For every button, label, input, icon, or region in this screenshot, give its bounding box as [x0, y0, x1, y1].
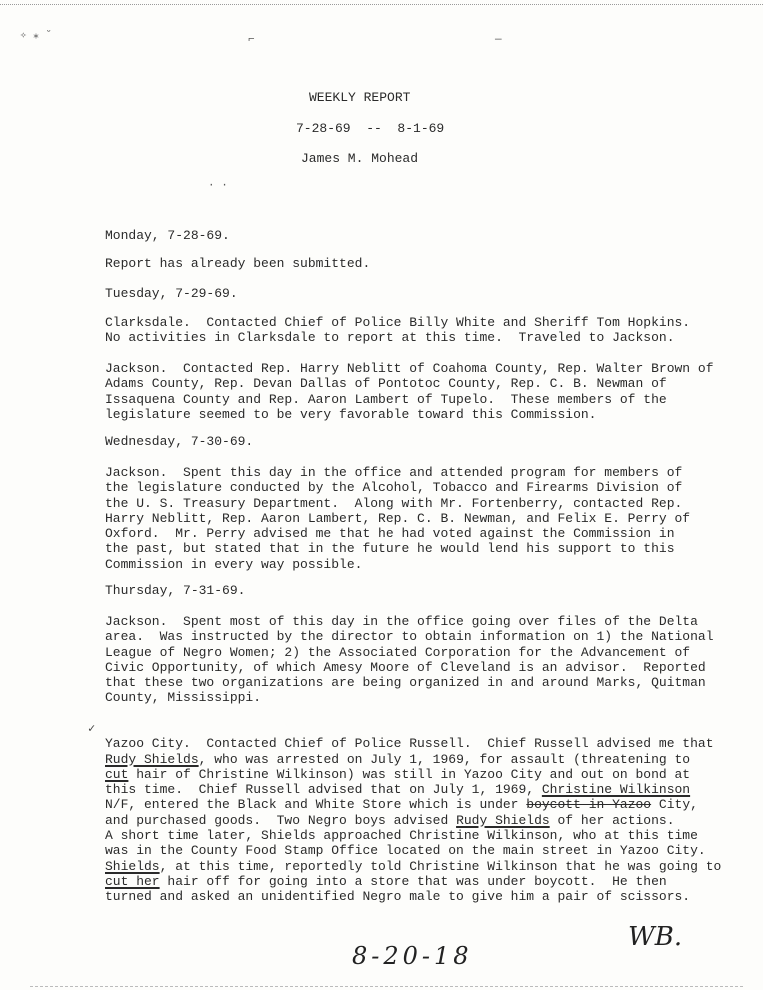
scan-speck: — [495, 34, 502, 46]
underlined-name: Rudy Shields [456, 812, 550, 828]
yazoo-line: N/F, entered the Black and White Store which is under [105, 797, 527, 813]
thursday-paragraph-jackson: Jackson. Spent most of this day in the office going over files of the Delta area. Was instructed by the director to obtain information on 1) the National League of Negro Women; 2) the Associated Corporation for the Advancement of Civic Opportunity, of which Amesy Moore of Cleveland is an advisor. Reported that these two organizations are being organized in and around Marks, Quitman County, Mississippi. [105, 614, 714, 706]
thursday-paragraph-yazoo [105, 721, 722, 905]
underlined-word: cut [105, 766, 129, 782]
yazoo-line: , at this time, reportedly told Christine Wilkinson that he was going to [159, 858, 722, 874]
wednesday-paragraph: Jackson. Spent this day in the office and attended program for members of the legislature conducted by the Alcohol, Tobacco and Firearms Division of the U. S. Treasury Department. Along with Mr. Fortenberry, contacted Rep. Harry Neblitt, Rep. Aaron Lambert, Rep. C. B. Newman, and Felix E. Perry of Oxford. Mr. Perry advised me that he had voted against the Commission in the past, but stated that in the future he would lend his support to this Commission in every way possible. [105, 465, 691, 572]
bottom-edge-rule [30, 986, 743, 987]
day-heading-tuesday: Tuesday, 7-29-69. [105, 286, 238, 301]
report-title: WEEKLY REPORT [309, 90, 411, 105]
struck-text: boycott in Yazoo [526, 797, 652, 813]
day-heading-thursday: Thursday, 7-31-69. [105, 583, 246, 598]
day-heading-wednesday: Wednesday, 7-30-69. [105, 434, 254, 449]
yazoo-line: was in the County Food Stamp Office located on the main street in Yazoo City. [105, 843, 706, 859]
underlined-word: cut her [105, 873, 160, 889]
yazoo-line: turned and asked an unidentified Negro male to give him a pair of scissors. [105, 889, 691, 905]
handwritten-date: 8-20-18 [352, 942, 473, 970]
yazoo-line: A short time later, Shields approached Christine Wilkinson, who at this time [105, 828, 698, 844]
yazoo-line: hair of Christine Wilkinson) was still in Yazoo City and out on bond at [128, 766, 691, 782]
yazoo-line: hair off for going into a store that was under boycott. He then [159, 873, 667, 889]
underlined-name: Rudy Shields [105, 751, 199, 767]
yazoo-line: , who was arrested on July 1, 1969, for assault (threatening to [198, 751, 691, 767]
yazoo-line: City, [651, 797, 698, 813]
tuesday-paragraph-clarksdale: Clarksdale. Contacted Chief of Police Billy White and Sheriff Tom Hopkins. No activities in Clarksdale to report at this time. Traveled to Jackson. [105, 315, 691, 346]
scan-speck: ✧ ⁎ ˘ [20, 30, 52, 42]
monday-text: Report has already been submitted. [105, 256, 371, 271]
underlined-name: Shields [105, 858, 160, 874]
top-edge-rule [0, 0, 763, 5]
yazoo-line: this time. Chief Russell advised that on July 1, 1969, [105, 782, 542, 798]
underlined-name: Christine Wilkinson [541, 782, 691, 798]
scan-speck: · · [208, 180, 228, 192]
yazoo-line: of her actions. [549, 812, 675, 828]
yazoo-line: and purchased goods. Two Negro boys advised [105, 812, 457, 828]
day-heading-monday: Monday, 7-28-69. [105, 228, 230, 243]
handwritten-initials: WB. [628, 922, 683, 952]
yazoo-line: Yazoo City. Contacted Chief of Police Russell. Chief Russell advised me that [105, 736, 714, 752]
tuesday-paragraph-jackson: Jackson. Contacted Rep. Harry Neblitt of Coahoma County, Rep. Walter Brown of Adams County, Rep. Devan Dallas of Pontotoc County, Rep. C. B. Newman of Issaquena County and Rep. Aaron Lambert of Tupelo. These members of the legislature seemed to be very favorable toward this Commission. [105, 361, 714, 422]
report-date-range: 7-28-69 -- 8-1-69 [296, 121, 445, 136]
scan-speck: ⌐ [248, 34, 255, 46]
margin-check-mark: ✓ [88, 722, 96, 736]
report-author: James M. Mohead [301, 151, 419, 166]
